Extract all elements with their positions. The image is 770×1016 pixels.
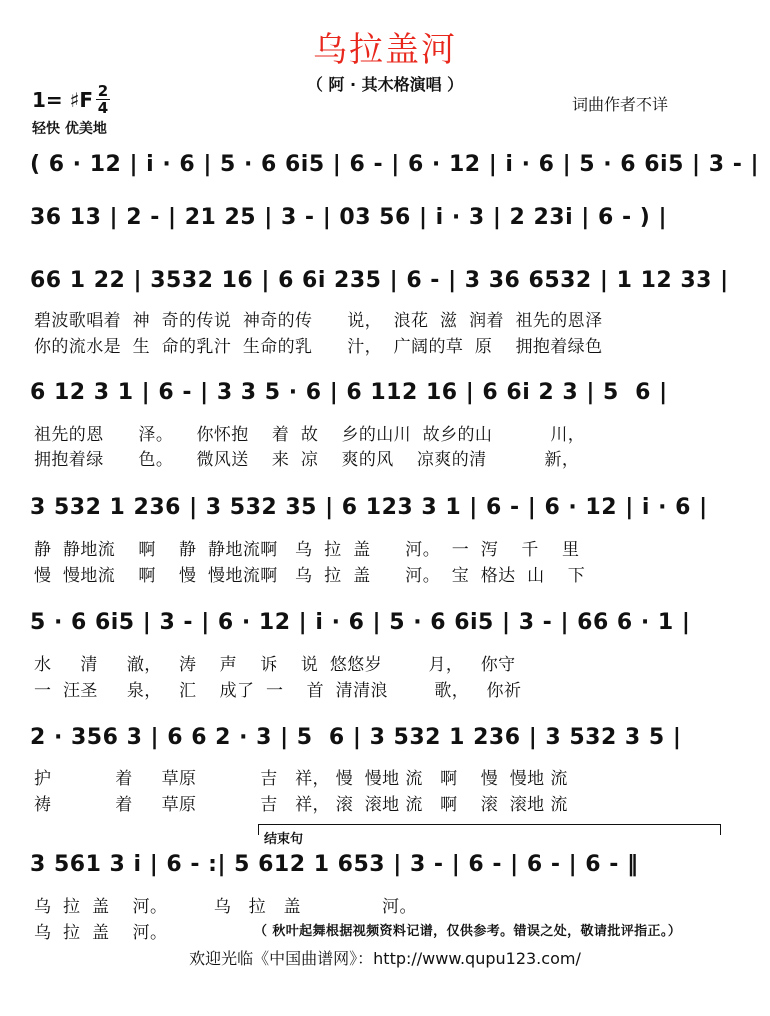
ending-label: 结束句 (264, 832, 304, 847)
lyric-4-verse-2: 拥抱着绿 色。 微风送 来 凉 爽的风 凉爽的清 新， (34, 450, 580, 470)
staff-line-7 (30, 725, 742, 769)
lyric-4-verse-1: 祖先的恩 泽。 你怀抱 着 故 乡的山川 故乡的山 川， (34, 425, 586, 445)
tempo-marking: 轻快 优美地 (32, 121, 107, 137)
meter-bottom: 4 (97, 99, 109, 117)
ending-bracket (258, 824, 721, 835)
notes-3: 66 1 22 | 3532 16 | 6 6i 235 | 6 - | 3 36 6532 | 1 12 33 | (30, 268, 729, 293)
lyric-3-verse-1: 碧波歌唱着 神 奇的传说 神奇的传 说， 浪花 滋 润着 祖先的恩泽 (34, 311, 603, 331)
staff-line-5 (30, 495, 742, 539)
staff-line-4 (30, 380, 742, 424)
staff-line-1 (30, 152, 760, 196)
lyric-5-verse-2: 慢 慢地流 啊 慢 慢地流啊 乌 拉 盖 河。 宝 格达 山 下 (34, 566, 586, 586)
site-footer: 欢迎光临《中国曲谱网》：http://www.qupu123.com/ (189, 949, 581, 968)
composer-credit: 词曲作者不详 (572, 95, 669, 114)
transcription-note: （ 秋叶起舞根据视频资料记谱，仅供参考。错误之处，敬请批评指正。） (254, 924, 682, 939)
singer-credit: （ 阿 · 其木格演唱 ） (306, 75, 464, 94)
song-title: 乌拉盖河 (313, 30, 457, 70)
staff-line-6 (30, 610, 742, 654)
lyric-7-verse-2: 祷 着 草原 吉 祥， 滚 滚地 流 啊 滚 滚地 流 (34, 795, 568, 815)
notes-6: 5 · 6 6i5 | 3 - | 6 · 12 | i · 6 | 5 · 6 6i5 | 3 - | 66 6 · 1 | (30, 610, 691, 635)
notes-5: 3 532 1 236 | 3 532 35 | 6 123 3 1 | 6 - | 6 · 12 | i · 6 | (30, 495, 708, 520)
notes-8: 3 561 3 i | 6 - :| 5 612 1 653 | 3 - | 6 - | 6 - | 6 - ‖ (30, 852, 639, 877)
lyric-8-verse-2: 乌 拉 盖 河。 (34, 923, 168, 943)
key-signature: 1= ♯F (32, 88, 93, 112)
time-signature (96, 84, 110, 115)
meter-top: 2 (97, 82, 109, 100)
notes-1: ( 6 · 12 | i · 6 | 5 · 6 6i5 | 6 - | 6 · 12 | i · 6 | 5 · 6 6i5 | 3 - | (30, 152, 760, 177)
ending-bracket-end (700, 824, 721, 835)
notes-4: 6 12 3 1 | 6 - | 3 3 5 · 6 | 6 112 16 | 6 6i 2 3 | 5 6 | (30, 380, 668, 405)
lyric-5-verse-1: 静 静地流 啊 静 静地流啊 乌 拉 盖 河。 一 泻 千 里 (34, 540, 580, 560)
lyric-8-verse-1: 乌 拉 盖 河。 乌 拉 盖 河。 (34, 897, 417, 917)
notes-2: 36 13 | 2 - | 21 25 | 3 - | 03 56 | i · 3 | 2 23i | 6 - ) | (30, 205, 667, 230)
lyric-3-verse-2: 你的流水是 生 命的乳汁 生命的乳 汁， 广阔的草 原 拥抱着绿色 (34, 337, 603, 357)
staff-line-2 (30, 205, 742, 249)
lyric-6-verse-2: 一 汪圣 泉， 汇 成了 一 首 清清浪 歌， 你祈 (34, 681, 522, 701)
lyric-7-verse-1: 护 着 草原 吉 祥， 慢 慢地 流 啊 慢 慢地 流 (34, 769, 568, 789)
lyric-6-verse-1: 水 清 澈， 涛 声 诉 说 悠悠岁 月， 你守 (34, 655, 516, 675)
notes-7: 2 · 356 3 | 6 6 2 · 3 | 5 6 | 3 532 1 236 | 3 532 3 5 | (30, 725, 682, 750)
staff-line-8 (30, 852, 742, 896)
